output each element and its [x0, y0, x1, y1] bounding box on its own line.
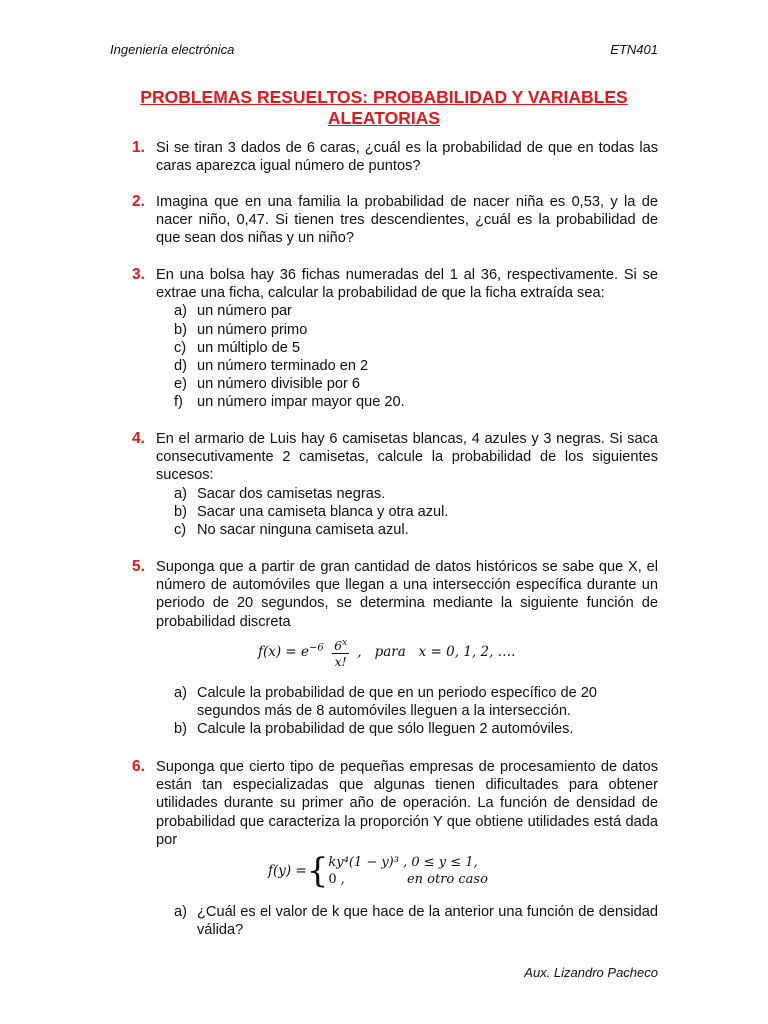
formula-fraction [332, 636, 349, 669]
page-title: PROBLEMAS RESUELTOS: PROBABILIDAD Y VARIABLES ALEATORIAS [140, 87, 628, 128]
sub-items [174, 302, 658, 411]
list-item [174, 393, 658, 411]
fraction-numerator: 6$^x$ [334, 638, 348, 654]
list-item [174, 684, 658, 720]
item-letter: b) [174, 503, 187, 520]
formula-domain: , para x = 0, 1, 2, …. [357, 644, 516, 661]
item-text: Sacar una camiseta blanca y otra azul. [197, 503, 449, 520]
item-text: un número terminado en 2 [197, 358, 369, 375]
case-2: 0 , en otro caso [328, 872, 488, 887]
problem-number: 4. [132, 430, 145, 447]
item-text: un número par [197, 303, 292, 320]
item-text: Sacar dos camisetas negras. [197, 485, 386, 502]
list-item [174, 321, 658, 339]
item-letter: e) [174, 376, 187, 393]
item-letter: d) [174, 358, 187, 375]
case-1: ky⁴(1 − y)³ , 0 ≤ y ≤ 1, [328, 855, 478, 870]
item-letter: a) [174, 904, 187, 920]
sub-items [174, 903, 658, 939]
formula-lhs: f(x) = e [258, 644, 310, 661]
problem-3 [110, 266, 658, 412]
list-item [174, 302, 658, 320]
problem-5 [110, 558, 658, 631]
item-letter: b) [174, 321, 187, 338]
item-letter: c) [174, 522, 187, 539]
list-item [174, 339, 658, 357]
item-letter: f) [174, 394, 183, 411]
problem-number: 1. [132, 139, 145, 156]
sub-items [174, 684, 658, 739]
problem-4 [110, 430, 658, 539]
density-formula [268, 851, 488, 891]
list-item [174, 357, 658, 375]
formula-exponent: −6 [309, 642, 324, 654]
item-text: un múltiplo de 5 [197, 339, 301, 356]
item-letter: c) [174, 339, 187, 356]
list-item [174, 903, 658, 939]
list-item [174, 720, 658, 738]
problem-6 [110, 758, 658, 849]
problem-text: En el armario de Luis hay 6 camisetas blancas, 4 azules y 3 negras. Si saca consecutivamente 2 camisetas, calcule la probabilidad de los siguientes sucesos: [156, 431, 658, 484]
item-text: ¿Cuál es el valor de k que hace de la anterior una función de densidad válida? [197, 904, 658, 939]
formula-cases [328, 854, 488, 888]
problem-text: Suponga que a partir de gran cantidad de datos históricos se sabe que X, el número de automóviles que llegan a una intersección específica durante un periodo de 20 segundos, se determina mediante la siguiente función de probabilidad discreta [156, 559, 658, 630]
item-letter: b) [174, 721, 187, 738]
item-text: Calcule la probabilidad de que sólo lleguen 2 automóviles. [197, 721, 574, 738]
problem-number: 6. [132, 758, 145, 775]
item-text: Calcule la probabilidad de que en un periodo específico de 20 segundos más de 8 automóviles lleguen a la intersección. [197, 685, 597, 720]
problem-2 [110, 193, 658, 248]
problem-number: 2. [132, 193, 145, 210]
header-code: ETN401 [610, 42, 658, 57]
problem-text: En una bolsa hay 36 fichas numeradas del 1 al 36, respectivamente. Si se extrae una ficha, calcular la probabilidad de que la ficha extraída sea: [156, 267, 658, 302]
poisson-formula [258, 636, 515, 676]
item-text: un número divisible por 6 [197, 376, 361, 393]
problem-text: Imagina que en una familia la probabilidad de nacer niña es 0,53, y la de nacer niño, 0,47. Si tienen tres descendientes, ¿cuál es la probabilidad de que sean dos niñas y un niño? [156, 194, 658, 247]
item-text: No sacar ninguna camiseta azul. [197, 522, 409, 539]
item-letter: a) [174, 485, 187, 502]
problem-1 [110, 139, 658, 175]
footer-author: Aux. Lizandro Pacheco [524, 965, 658, 980]
problem-number: 3. [132, 266, 145, 283]
list-item [174, 503, 658, 521]
item-text: un número primo [197, 321, 308, 338]
item-text: un número impar mayor que 20. [197, 394, 405, 411]
problem-6-items [110, 903, 658, 939]
item-letter: a) [174, 303, 187, 320]
problem-5-items [110, 684, 658, 739]
formula-lhs: f(y) = [268, 863, 307, 879]
item-letter: a) [174, 685, 187, 701]
list-item [174, 485, 658, 503]
list-item [174, 521, 658, 539]
problem-number: 5. [132, 558, 145, 575]
brace-symbol: { [306, 851, 329, 891]
fraction-denominator: x! [334, 654, 347, 670]
list-item [174, 375, 658, 393]
problem-text: Si se tiran 3 dados de 6 caras, ¿cuál es la probabilidad de que en todas las caras aparezca igual número de puntos? [156, 140, 658, 175]
sub-items [174, 485, 658, 540]
problem-text: Suponga que cierto tipo de pequeñas empresas de procesamiento de datos están tan especializadas que algunas tienen dificultades para obtener utilidades durante su primer año de operación. La función de densidad de probabilidad que caracteriza la proporción Y que obtiene utilidades está dada por [156, 759, 658, 848]
header-course: Ingeniería electrónica [110, 42, 235, 57]
